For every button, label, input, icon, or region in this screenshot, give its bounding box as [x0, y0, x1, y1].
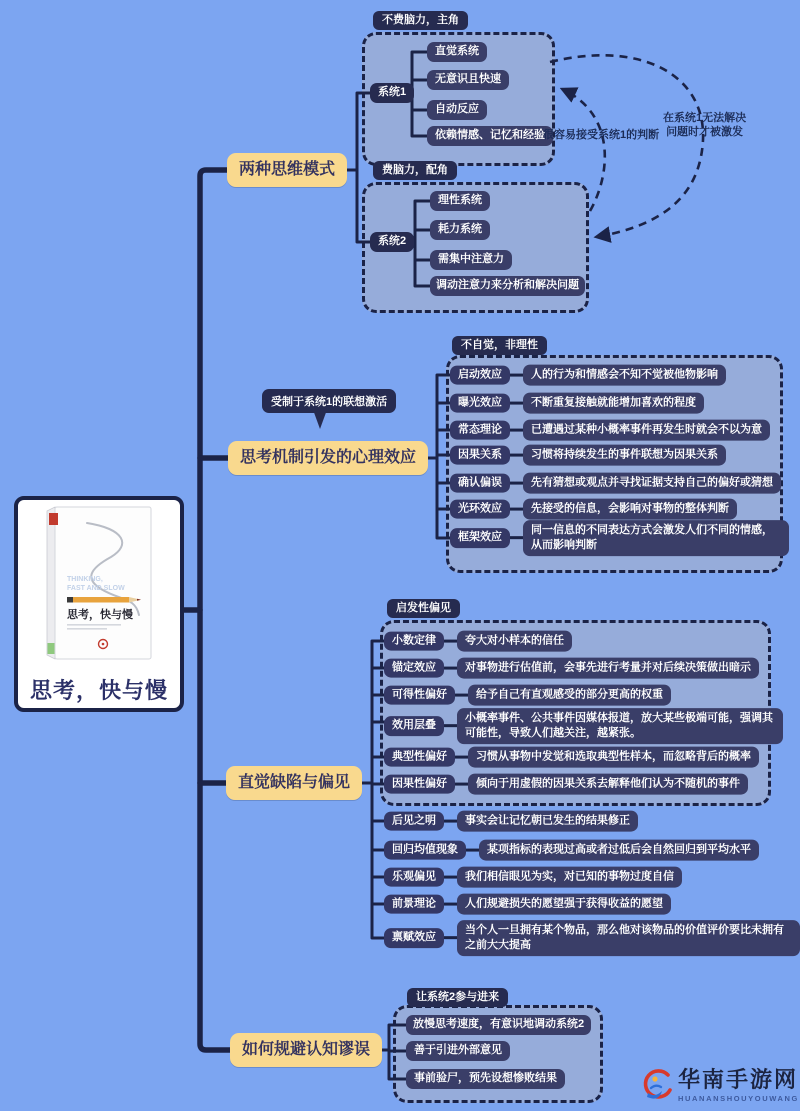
row-connector — [510, 429, 523, 432]
bias-term: 乐观偏见 — [384, 867, 444, 887]
bias-desc: 小概率事件、公共事件因媒体报道，放大某些极端可能，强调其可能性，导致人们越关注，越紧张。 — [457, 708, 783, 744]
bias-row — [384, 658, 759, 679]
row-connector — [510, 454, 523, 457]
bias-term: 效用层叠 — [384, 716, 444, 736]
system1-badge: 不费脑力，主角 — [373, 11, 468, 30]
bias-desc: 给予自己有直观感受的部分更高的权重 — [468, 685, 671, 706]
root-node-title: 思考，快与慢 — [29, 678, 168, 703]
bias-desc: 人们规避损失的愿望强于获得收益的愿望 — [457, 894, 671, 915]
bias-row — [384, 894, 671, 915]
watermark-logo-icon — [638, 1066, 674, 1106]
psych-effect-row — [450, 393, 704, 414]
bias-row — [384, 840, 759, 861]
effect-term: 框架效应 — [450, 528, 510, 548]
branch2-callout: 受制于系统1的联想激活 — [262, 389, 396, 413]
bias-row — [384, 631, 572, 652]
row-connector — [455, 783, 468, 786]
bias-desc: 夸大对小样本的信任 — [457, 631, 572, 652]
effect-desc: 习惯将持续发生的事件联想为因果关系 — [523, 445, 726, 466]
topic-thinking-modes: 两种思维模式 — [227, 153, 347, 187]
row-connector — [444, 820, 457, 823]
effect-desc: 不断重复接触就能增加喜欢的程度 — [523, 393, 704, 414]
bias-term: 因果性偏好 — [384, 774, 455, 794]
system1-child: 无意识且快速 — [427, 70, 509, 90]
psych-effects-badge: 不自觉，非理性 — [452, 336, 547, 355]
trunk-stubs — [184, 458, 230, 783]
bias-term: 可得性偏好 — [384, 685, 455, 705]
system2-child: 耗力系统 — [430, 220, 490, 240]
effect-term: 曝光效应 — [450, 393, 510, 413]
psych-effect-row — [450, 365, 726, 386]
bias-term: 小数定律 — [384, 631, 444, 651]
row-connector — [510, 402, 523, 405]
bias-row — [384, 774, 748, 795]
avoid-fallacy-item: 善于引进外部意见 — [406, 1041, 510, 1061]
psych-effect-row — [450, 499, 737, 520]
psych-effect-row — [450, 520, 789, 556]
psych-effect-row — [450, 473, 781, 494]
row-connector — [444, 937, 457, 940]
row-connector — [444, 640, 457, 643]
bias-term: 锚定效应 — [384, 658, 444, 678]
root-node-book-card — [14, 496, 184, 712]
row-connector — [444, 725, 457, 728]
avoid-fallacy-badge: 让系统2参与进来 — [407, 988, 508, 1007]
system1-node: 系统1 — [370, 83, 414, 103]
row-connector — [510, 482, 523, 485]
row-connector — [455, 694, 468, 697]
system1-child: 自动反应 — [427, 100, 487, 120]
row-connector — [444, 876, 457, 879]
bias-desc: 某项指标的表现过高或者过低后会自然回归到平均水平 — [479, 840, 759, 861]
annotation-activate-line1: 在系统1无法解决 — [663, 112, 747, 124]
topic-psych-effects: 思考机制引发的心理效应 — [228, 441, 428, 475]
bias-desc: 倾向于用虚假的因果关系去解释他们认为不随机的事件 — [468, 774, 748, 795]
svg-text:思考，快与慢: 思考，快与慢 — [67, 609, 133, 621]
bias-term: 禀赋效应 — [384, 928, 444, 948]
annotation-activate-system2 — [663, 111, 746, 139]
bias-term: 典型性偏好 — [384, 747, 455, 767]
row-connector — [444, 667, 457, 670]
bias-desc: 习惯从事物中发觉和选取典型性样本，而忽略背后的概率 — [468, 747, 759, 768]
effect-term: 光环效应 — [450, 499, 510, 519]
topic-intuition-bias: 直觉缺陷与偏见 — [226, 766, 362, 800]
bias-term: 前景理论 — [384, 894, 444, 914]
svg-text:THINKING,: THINKING, — [67, 576, 103, 583]
bias-term: 后见之明 — [384, 811, 444, 831]
psych-effect-row — [450, 420, 770, 441]
system2-node: 系统2 — [370, 232, 414, 252]
svg-text:FAST AND SLOW: FAST AND SLOW — [67, 585, 125, 592]
heuristic-bias-badge: 启发性偏见 — [387, 599, 460, 618]
annotation-accept-system1: 很容易接受系统1的判断 — [543, 129, 660, 141]
branch2-callout-pointer — [312, 407, 328, 429]
bias-row — [384, 708, 783, 744]
bias-desc: 对事物进行估值前，会事先进行考量并对后续决策做出暗示 — [457, 658, 759, 679]
bias-row — [384, 867, 682, 888]
effect-desc: 同一信息的不同表达方式会激发人们不同的情感，从而影响判断 — [523, 520, 789, 556]
effect-term: 因果关系 — [450, 445, 510, 465]
bias-desc: 我们相信眼见为实，对已知的事物过度自信 — [457, 867, 682, 888]
book-cover-image — [39, 505, 159, 665]
system2-child: 理性系统 — [430, 191, 490, 211]
system2-child: 调动注意力来分析和解决问题 — [430, 276, 585, 296]
effect-desc: 先接受的信息，会影响对事物的整体判断 — [523, 499, 737, 520]
bias-desc: 当个人一旦拥有某个物品，那么他对该物品的价值评价要比未拥有之前大大提高 — [457, 920, 800, 956]
bias-row — [384, 747, 759, 768]
watermark-romanized: HUANANSHOUYOUWANG — [678, 1094, 799, 1103]
avoid-fallacy-item: 放慢思考速度，有意识地调动系统2 — [406, 1015, 591, 1035]
annotation-activate-line2: 问题时才被激发 — [666, 126, 744, 138]
watermark — [638, 1066, 799, 1106]
bias-row — [384, 685, 671, 706]
system1-child: 直觉系统 — [427, 42, 487, 62]
row-connector — [466, 849, 479, 852]
row-connector — [444, 903, 457, 906]
row-connector — [510, 508, 523, 511]
psych-effect-row — [450, 445, 726, 466]
effect-desc: 已遭遇过某种小概率事件再发生时就会不以为意 — [523, 420, 770, 441]
row-connector — [455, 756, 468, 759]
row-connector — [510, 537, 523, 540]
trunk-line — [200, 170, 232, 1050]
bias-row — [384, 920, 800, 956]
system2-badge: 费脑力，配角 — [373, 161, 457, 180]
effect-term: 启动效应 — [450, 365, 510, 385]
watermark-name: 华南手游网 — [678, 1067, 799, 1092]
topic-avoid-fallacy: 如何规避认知谬误 — [230, 1033, 382, 1067]
effect-term: 确认偏误 — [450, 473, 510, 493]
row-connector — [510, 374, 523, 377]
effect-desc: 人的行为和情感会不知不觉被他物影响 — [523, 365, 726, 386]
bias-term: 回归均值现象 — [384, 840, 466, 860]
system2-child: 需集中注意力 — [430, 250, 512, 270]
bias-desc: 事实会让记忆朝已发生的结果修正 — [457, 811, 638, 832]
avoid-fallacy-item: 事前验尸，预先设想惨败结果 — [406, 1069, 565, 1089]
effect-term: 常态理论 — [450, 420, 510, 440]
effect-desc: 先有猜想或观点并寻找证据支持自己的偏好或猜想 — [523, 473, 781, 494]
system1-child: 依赖情感、记忆和经验 — [427, 126, 553, 146]
bias-row — [384, 811, 638, 832]
